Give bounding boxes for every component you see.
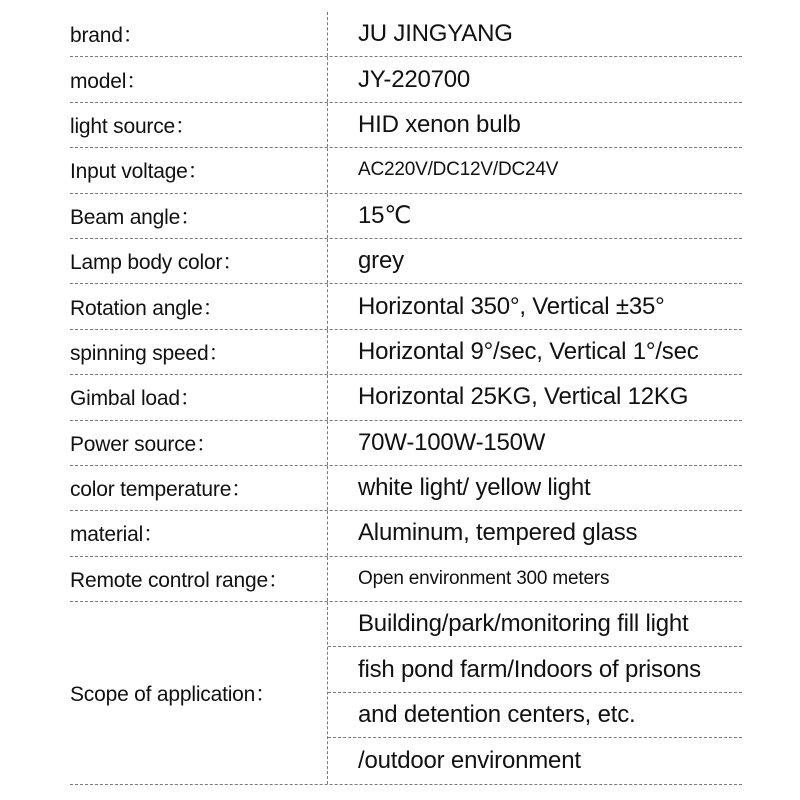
spec-row-spinning-speed (70, 330, 742, 375)
scope-line: and detention centers, etc. (328, 693, 742, 738)
scope-values (328, 602, 742, 784)
spec-value: Horizontal 350°, Vertical ±35° (358, 292, 665, 320)
spec-label: Scope of application： (70, 602, 328, 784)
spec-row-model (70, 57, 742, 102)
spec-label: Gimbal load： (70, 375, 328, 419)
spec-value: Open environment 300 meters (358, 567, 610, 589)
spec-label: Input voltage： (70, 148, 328, 192)
spec-value: HID xenon bulb (358, 110, 521, 138)
spec-row-scope-of-application (70, 602, 742, 785)
spec-label: material： (70, 511, 328, 555)
scope-line: Building/park/monitoring fill light (328, 602, 742, 647)
spec-label: light source： (70, 103, 328, 147)
spec-value: white light/ yellow light (358, 474, 591, 502)
spec-row-material (70, 511, 742, 556)
spec-value: Aluminum, tempered glass (358, 519, 638, 547)
spec-label: color temperature： (70, 466, 328, 510)
spec-label: model： (70, 57, 328, 101)
spec-label: spinning speed： (70, 330, 328, 374)
spec-row-brand (70, 12, 742, 57)
spec-value: AC220V/DC12V/DC24V (358, 159, 559, 181)
spec-row-power-source (70, 421, 742, 466)
spec-value: JU JINGYANG (358, 20, 513, 48)
spec-label: Lamp body color： (70, 239, 328, 283)
spec-value: 15℃ (358, 202, 412, 230)
scope-line: /outdoor environment (358, 746, 581, 774)
spec-label: Remote control range： (70, 557, 328, 601)
spec-value: grey (358, 247, 404, 275)
spec-row-light-source (70, 103, 742, 148)
spec-value: 70W-100W-150W (358, 428, 546, 456)
spec-row-color-temperature (70, 466, 742, 511)
spec-row-lamp-body-color (70, 239, 742, 284)
spec-row-remote-control-range (70, 557, 742, 602)
spec-label: Power source： (70, 421, 328, 465)
spec-row-input-voltage (70, 148, 742, 193)
spec-row-rotation-angle (70, 284, 742, 329)
spec-row-gimbal-load (70, 375, 742, 420)
scope-line: fish pond farm/Indoors of prisons (328, 647, 742, 692)
spec-label: brand： (70, 12, 328, 56)
spec-value: JY-220700 (358, 65, 471, 93)
spec-label: Rotation angle： (70, 284, 328, 328)
spec-row-beam-angle (70, 194, 742, 239)
spec-value: Horizontal 25KG, Vertical 12KG (358, 383, 689, 411)
spec-label: Beam angle： (70, 194, 328, 238)
spec-table (70, 12, 742, 785)
spec-value: Horizontal 9°/sec, Vertical 1°/sec (358, 337, 699, 365)
